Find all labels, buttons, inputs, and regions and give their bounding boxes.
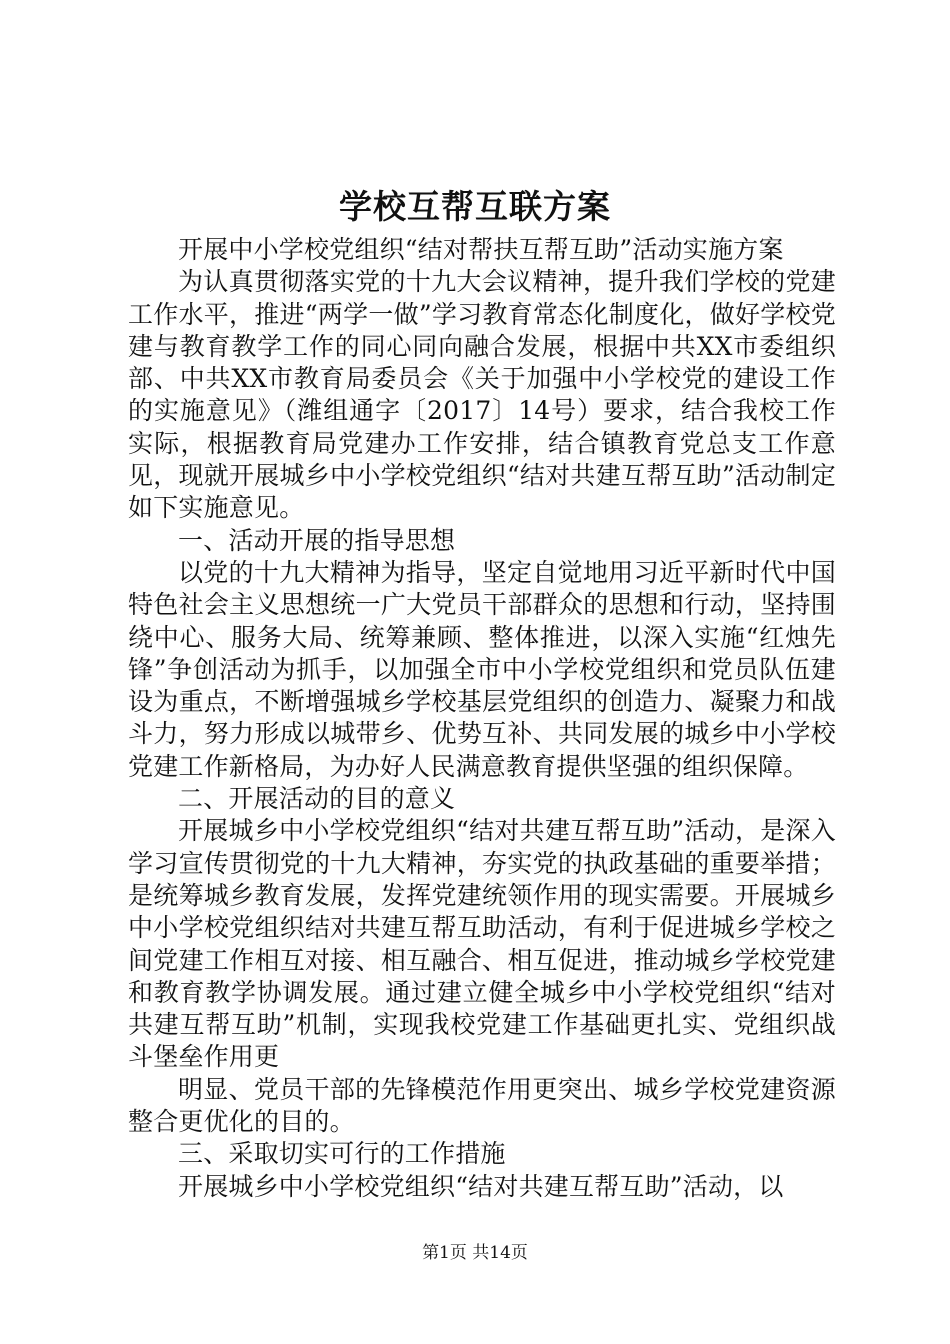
page-number: 第1页 [422,1243,467,1263]
intro-paragraph: 为认真贯彻落实党的十九大会议精神，提升我们学校的党建工作水平，推进“两学一做”学习教育常态化制度化，做好学校党建与教育教学工作的同心同向融合发展，根据中共XX市委组织部、中共XX市教育局委员会《关于加强中小学校党的建设工作的实施意见》（潍组通字〔2017〕14号）要求，结合我校工作实际，根据教育局党建办工作安排，结合镇教育党总支工作意见，现就开展城乡中小学校党组织“结对共建互帮互助”活动制定如下实施意见。 [128,267,836,523]
section-2-continued-paragraph: 明显、党员干部的先锋模范作用更突出、城乡学校党建资源整合更优化的目的。 [128,1074,836,1137]
section-heading-2: 二、开展活动的目的意义 [178,784,456,814]
document-subtitle: 开展中小学校党组织“结对帮扶互帮互助”活动实施方案 [178,235,784,264]
section-1-paragraph: 以党的十九大精神为指导，坚定自觉地用习近平新时代中国特色社会主义思想统一广大党员干部群众的思想和行动，坚持围绕中心、服务大局、统筹兼顾、整体推进，以深入实施“红烛先锋”争创活动为抓手，以加强全市中小学校党组织和党员队伍建设为重点，不断增强城乡学校基层党组织的创造力、凝聚力和战斗力，努力形成以城带乡、优势互补、共同发展的城乡中小学校党建工作新格局，为办好人民满意教育提供坚强的组织保障。 [128,557,836,781]
section-2-paragraph: 开展城乡中小学校党组织“结对共建互帮互助”活动，是深入学习宣传贯彻党的十九大精神，夯实党的执政基础的重要举措；是统筹城乡教育发展，发挥党建统领作用的现实需要。开展城乡中小学校党组织结对共建互帮互助活动，有利于促进城乡学校之间党建工作相互对接、相互融合、相互促进，推动城乡学校党建和教育教学协调发展。通过建立健全城乡中小学校党组织“结对共建互帮互助”机制，实现我校党建工作基础更扎实、党组织战斗堡垒作用更 [128,816,836,1072]
page-total: 共14页 [472,1243,528,1263]
page-footer [0,1241,950,1265]
section-heading-3: 三、采取切实可行的工作措施 [178,1139,506,1169]
document-title: 学校互帮互联方案 [339,187,611,226]
document-body [128,234,836,1203]
section-heading-1: 一、活动开展的指导思想 [178,525,456,555]
section-3-paragraph: 开展城乡中小学校党组织“结对共建互帮互助”活动，以 [178,1171,784,1201]
